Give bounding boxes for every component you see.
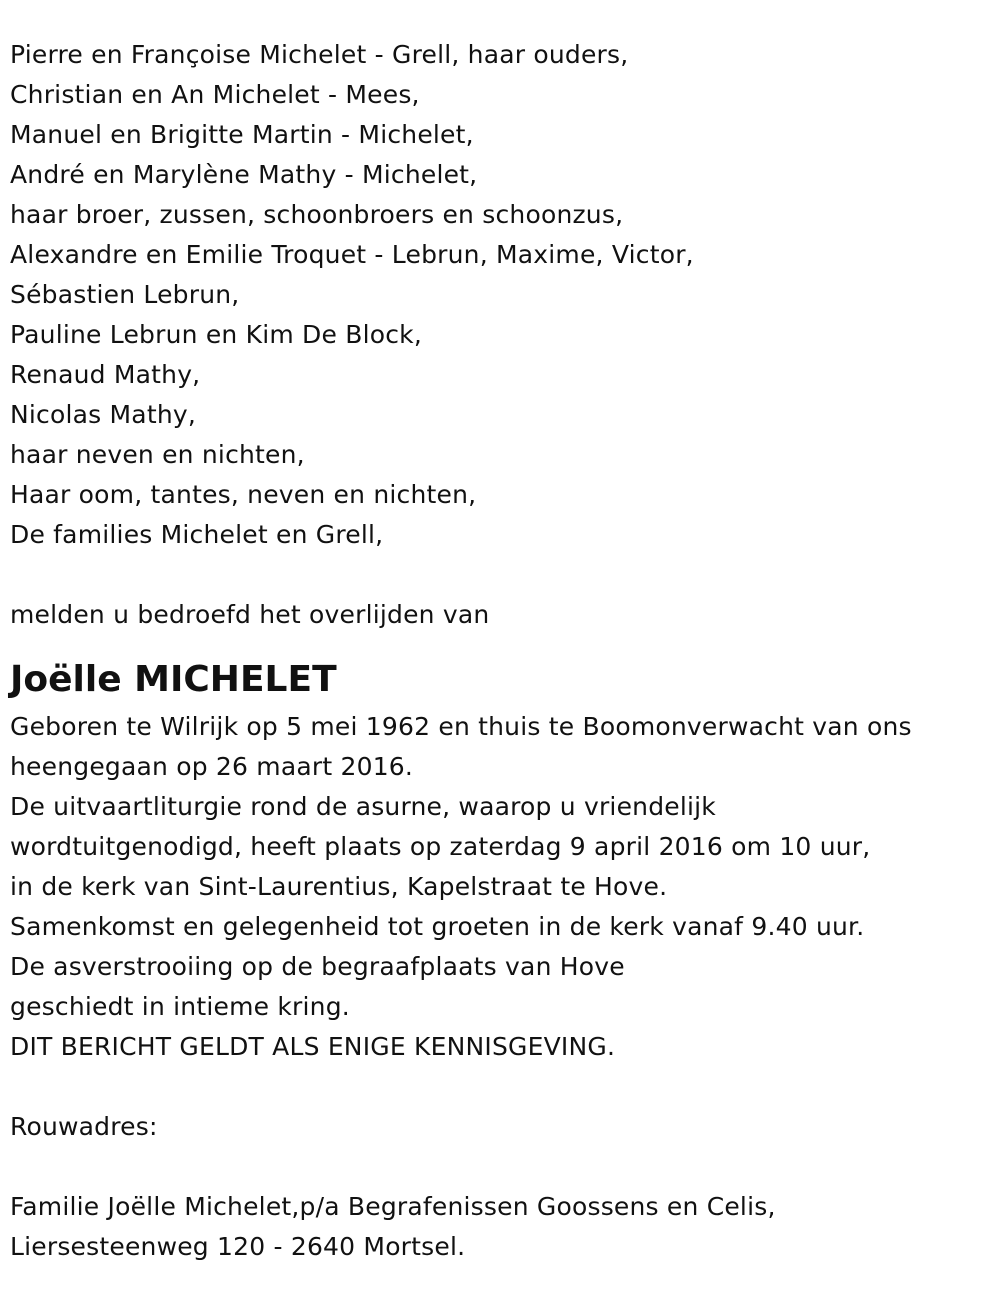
family-line: haar broer, zussen, schoonbroers en schoonzus, [10,200,624,229]
details-line: De asverstrooiing op de begraafplaats van Hove [10,952,625,981]
details-line: in de kerk van Sint-Laurentius, Kapelstraat te Hove. [10,872,668,901]
family-line: Pauline Lebrun en Kim De Block, [10,320,422,349]
family-line: Haar oom, tantes, neven en nichten, [10,480,477,509]
address-block [10,1187,990,1267]
address-label: Rouwadres: [10,1112,158,1141]
details-line: wordtuitgenodigd, heeft plaats op zaterdag 9 april 2016 om 10 uur, [10,832,871,861]
family-line: André en Marylène Mathy - Michelet, [10,160,478,189]
address-line: Familie Joëlle Michelet,p/a Begrafenissen Goossens en Celis, [10,1192,776,1221]
family-line: Alexandre en Emilie Troquet - Lebrun, Maxime, Victor, [10,240,694,269]
details-line: Geboren te Wilrijk op 5 mei 1962 en thuis te Boomonverwacht van ons [10,712,912,741]
family-line: Nicolas Mathy, [10,400,197,429]
address-line: Liersesteenweg 120 - 2640 Mortsel. [10,1232,466,1261]
details-line: DIT BERICHT GELDT ALS ENIGE KENNISGEVING. [10,1032,616,1061]
family-line: haar neven en nichten, [10,440,305,469]
spacer [10,1147,990,1187]
spacer [10,1067,990,1107]
obituary-notice [10,35,990,1267]
details-line: heengegaan op 26 maart 2016. [10,752,414,781]
announcement-text: melden u bedroefd het overlijden van [10,600,490,629]
family-line: Pierre en Françoise Michelet - Grell, haar ouders, [10,40,629,69]
funeral-details [10,707,990,1067]
family-line: De families Michelet en Grell, [10,520,384,549]
details-line: De uitvaartliturgie rond de asurne, waarop u vriendelijk [10,792,716,821]
family-line: Manuel en Brigitte Martin - Michelet, [10,120,474,149]
details-line: Samenkomst en gelegenheid tot groeten in de kerk vanaf 9.40 uur. [10,912,865,941]
family-line: Christian en An Michelet - Mees, [10,80,420,109]
family-line: Sébastien Lebrun, [10,280,240,309]
details-line: geschiedt in intieme kring. [10,992,350,1021]
spacer [10,555,990,595]
deceased-name: Joëlle MICHELET [10,659,337,700]
family-list [10,35,990,555]
family-line: Renaud Mathy, [10,360,201,389]
